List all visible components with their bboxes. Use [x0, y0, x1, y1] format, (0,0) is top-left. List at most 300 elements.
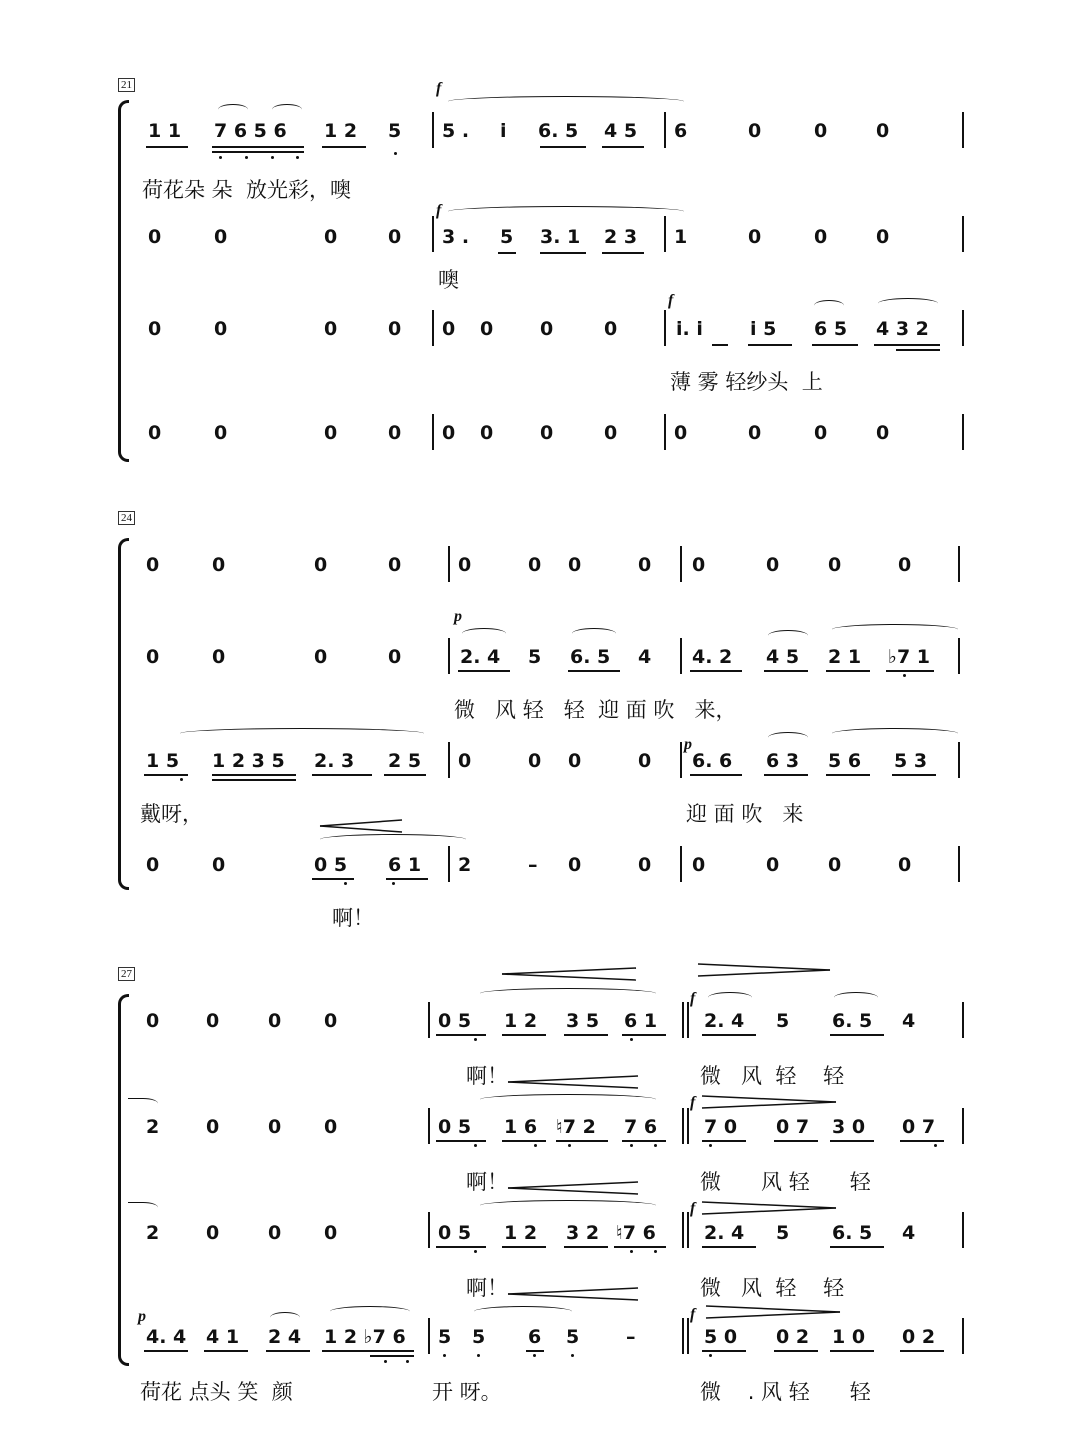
repeat-barline — [687, 1108, 689, 1144]
slur — [768, 630, 808, 641]
note: 6. 6 — [692, 750, 733, 772]
underline-beam — [812, 344, 858, 346]
underline-beam — [458, 670, 510, 672]
dynamic-mark: f — [436, 202, 442, 219]
underline-beam — [896, 349, 940, 351]
note: 0 — [692, 854, 706, 876]
note: 6 — [674, 120, 688, 142]
note: 0 — [458, 554, 472, 576]
phrase-slur — [832, 728, 958, 739]
note: 0 — [388, 554, 402, 576]
note: 0 — [148, 318, 162, 340]
note: 0 — [638, 854, 652, 876]
barline — [958, 846, 960, 882]
underline-beam — [886, 670, 934, 672]
repeat-barline — [687, 1002, 689, 1038]
slur — [462, 628, 506, 639]
note: 0 — [604, 318, 618, 340]
note: 0 — [148, 422, 162, 444]
crescendo-hairpin — [500, 966, 640, 982]
note: i — [500, 120, 507, 142]
underline-beam — [702, 1350, 746, 1352]
underline-beam — [900, 1350, 944, 1352]
note: 0 — [268, 1222, 282, 1244]
lyrics: 啊！ — [332, 906, 374, 930]
octave-dot — [271, 156, 274, 159]
note: 0 — [528, 554, 542, 576]
underline-beam — [556, 1140, 608, 1142]
note: 2 3 — [604, 226, 638, 248]
phrase-slur — [448, 96, 684, 107]
note: 0 — [324, 1222, 338, 1244]
note: 0 — [214, 226, 228, 248]
octave-dot — [219, 156, 222, 159]
octave-dot — [654, 1250, 657, 1253]
note: 0 — [828, 854, 842, 876]
note: 0 — [480, 422, 494, 444]
lyrics: 开 呀。 — [432, 1380, 502, 1404]
crescendo-hairpin — [506, 1180, 640, 1196]
barline — [962, 216, 964, 252]
note: 0 — [814, 226, 828, 248]
note: 0 — [480, 318, 494, 340]
barline — [428, 1212, 430, 1248]
barline — [958, 638, 960, 674]
note: 0 — [268, 1116, 282, 1138]
underline-beam — [830, 1246, 884, 1248]
underline-beam — [564, 1246, 608, 1248]
octave-dot — [630, 1144, 633, 1147]
note: 0 — [324, 226, 338, 248]
note: 0 — [876, 226, 890, 248]
note: 6 1 — [388, 854, 422, 876]
note: 5 — [528, 646, 542, 668]
note: 1 6 — [504, 1116, 538, 1138]
phrase-slur — [180, 728, 424, 739]
underline-beam — [892, 774, 936, 776]
octave-dot — [245, 156, 248, 159]
barline — [962, 1318, 964, 1354]
system-brace — [118, 994, 129, 1366]
note: 5 — [472, 1326, 486, 1348]
underline-beam — [146, 146, 188, 148]
slur — [768, 732, 808, 743]
note: 6. 5 — [832, 1222, 873, 1244]
note: 0 — [638, 750, 652, 772]
note: 0 — [442, 318, 456, 340]
underline-beam — [502, 1034, 546, 1036]
underline-beam — [702, 1246, 756, 1248]
note: 0 — [692, 554, 706, 576]
decrescendo-hairpin — [700, 1200, 840, 1216]
note: 2 1 — [828, 646, 862, 668]
barline — [962, 1212, 964, 1248]
note: 6 3 — [766, 750, 800, 772]
note: 2 5 — [388, 750, 422, 772]
barline — [432, 216, 434, 252]
underline-beam — [748, 344, 792, 346]
note: 5 — [776, 1010, 790, 1032]
lyrics: 戴呀， — [140, 802, 203, 826]
note: 6. 5 — [832, 1010, 873, 1032]
dynamic-mark: f — [690, 1094, 696, 1111]
underline-beam — [702, 1140, 746, 1142]
underline-beam — [830, 1350, 874, 1352]
underline-beam — [602, 146, 644, 148]
repeat-barline — [682, 1212, 684, 1248]
note: ♭7 1 — [888, 646, 931, 668]
octave-dot — [406, 1360, 409, 1363]
underline-beam — [540, 252, 586, 254]
note: ♮7 6 — [616, 1222, 656, 1244]
underline-beam — [436, 1140, 486, 1142]
barline — [664, 216, 666, 252]
underline-beam — [212, 774, 296, 776]
note: 0 7 — [902, 1116, 936, 1138]
barline — [680, 846, 682, 882]
underline-beam — [830, 1140, 874, 1142]
lyrics: 微 风 轻 轻 迎 面 吹 来， — [454, 698, 737, 722]
underline-beam — [144, 774, 188, 776]
underline-beam — [502, 1246, 546, 1248]
barline — [680, 638, 682, 674]
underline-beam — [826, 670, 870, 672]
note: 0 — [314, 554, 328, 576]
note: 1 5 — [146, 750, 180, 772]
note: 0 — [814, 422, 828, 444]
phrase-slur — [480, 1094, 656, 1105]
lyrics: 啊！ — [466, 1170, 508, 1194]
lyrics: 微 风 轻 轻 — [700, 1064, 845, 1088]
dynamic-mark: f — [668, 292, 674, 309]
barline — [448, 846, 450, 882]
underline-beam — [502, 1140, 546, 1142]
underline-beam — [826, 774, 870, 776]
octave-dot — [709, 1354, 712, 1357]
octave-dot — [533, 1354, 536, 1357]
note: 3 . — [442, 226, 470, 248]
note: 0 — [206, 1010, 220, 1032]
note: 0 — [314, 646, 328, 668]
underline-beam — [764, 774, 808, 776]
note: 1 0 — [832, 1326, 866, 1348]
underline-beam — [370, 1355, 414, 1357]
underline-beam — [702, 1034, 756, 1036]
underline-beam — [498, 252, 516, 254]
lyrics: 微 风 轻 轻 — [700, 1276, 845, 1300]
underline-beam — [712, 344, 728, 346]
note: 0 — [212, 646, 226, 668]
note: 0 — [146, 854, 160, 876]
system-brace — [118, 100, 129, 462]
underline-beam — [874, 344, 940, 346]
octave-dot — [474, 1250, 477, 1253]
note: 6. 5 — [570, 646, 611, 668]
octave-dot — [394, 152, 397, 155]
underline-beam — [322, 1350, 414, 1352]
octave-dot — [903, 674, 906, 677]
note: 7 6 — [624, 1116, 658, 1138]
note: 0 — [898, 554, 912, 576]
note: 4 — [638, 646, 652, 668]
barline — [448, 638, 450, 674]
slur — [272, 104, 302, 115]
underline-beam — [614, 1246, 666, 1248]
note: 5 — [566, 1326, 580, 1348]
note: 6. 5 — [538, 120, 579, 142]
note: 1 2 — [324, 120, 358, 142]
octave-dot — [296, 156, 299, 159]
underline-beam — [212, 151, 304, 153]
underline-beam — [622, 1034, 666, 1036]
underline-beam — [436, 1246, 486, 1248]
dynamic-mark: p — [684, 736, 692, 753]
octave-dot — [654, 1144, 657, 1147]
phrase-slur — [480, 1200, 656, 1211]
note: 0 — [148, 226, 162, 248]
note: 4 5 — [766, 646, 800, 668]
underline-beam — [384, 774, 426, 776]
note: 5 — [388, 120, 402, 142]
note: i 5 — [750, 318, 777, 340]
note: 5 0 — [704, 1326, 738, 1348]
dynamic-mark: p — [138, 1308, 146, 1325]
decrescendo-hairpin — [700, 1094, 840, 1110]
note: 5 6 — [828, 750, 862, 772]
note: 2 — [146, 1116, 160, 1138]
slur — [572, 628, 616, 639]
decrescendo-hairpin — [704, 1304, 844, 1320]
phrase-slur — [474, 1306, 572, 1317]
octave-dot — [180, 778, 183, 781]
note: i. i — [676, 318, 703, 340]
note: – — [626, 1326, 636, 1348]
crescendo-hairpin — [506, 1286, 640, 1302]
note: 0 5 — [438, 1116, 472, 1138]
dynamic-mark: f — [690, 1200, 696, 1217]
barline — [664, 414, 666, 450]
note: 0 — [442, 422, 456, 444]
phrase-slur — [320, 834, 466, 845]
note: 4 3 2 — [876, 318, 929, 340]
note: 0 — [814, 120, 828, 142]
note: 0 — [828, 554, 842, 576]
underline-beam — [144, 1350, 188, 1352]
measure-number: 21 — [118, 78, 135, 92]
note: 0 — [268, 1010, 282, 1032]
note: 5 — [776, 1222, 790, 1244]
decrescendo-hairpin — [696, 962, 832, 978]
note: ♮7 2 — [556, 1116, 596, 1138]
dynamic-mark: f — [690, 1306, 696, 1323]
underline-beam — [564, 1034, 608, 1036]
underline-beam — [386, 878, 428, 880]
note: 2 — [146, 1222, 160, 1244]
underline-beam — [212, 146, 304, 148]
note: 5 — [438, 1326, 452, 1348]
lyrics: 微 . 风 轻 轻 — [700, 1380, 871, 1404]
octave-dot — [384, 1360, 387, 1363]
note: 0 — [206, 1222, 220, 1244]
lyrics: 荷花 点头 笑 颜 — [140, 1380, 293, 1404]
underline-beam — [900, 1140, 944, 1142]
barline — [432, 112, 434, 148]
repeat-barline — [682, 1108, 684, 1144]
barline — [428, 1318, 430, 1354]
repeat-barline — [682, 1318, 684, 1354]
barline — [428, 1002, 430, 1038]
note: 0 — [604, 422, 618, 444]
lyrics: 啊！ — [466, 1276, 508, 1300]
note: 2. 3 — [314, 750, 355, 772]
note: 0 — [212, 854, 226, 876]
note: 0 — [568, 854, 582, 876]
repeat-barline — [682, 1002, 684, 1038]
note: 0 — [528, 750, 542, 772]
underline-beam — [568, 670, 620, 672]
note: 1 2 — [504, 1222, 538, 1244]
barline — [664, 112, 666, 148]
underline-beam — [774, 1140, 818, 1142]
note: 2. 4 — [704, 1010, 745, 1032]
slur — [834, 992, 878, 1003]
octave-dot — [474, 1038, 477, 1041]
underline-beam — [312, 774, 372, 776]
note: 0 5 — [314, 854, 348, 876]
note: 0 — [388, 646, 402, 668]
note: 1 2 3 5 — [212, 750, 285, 772]
tie — [128, 1202, 158, 1213]
octave-dot — [571, 1354, 574, 1357]
note: 0 5 — [438, 1010, 472, 1032]
dynamic-mark: f — [436, 80, 442, 97]
phrase-slur — [448, 206, 684, 217]
note: 2. 4 — [704, 1222, 745, 1244]
lyrics: 微 风 轻 轻 — [700, 1170, 871, 1194]
note: 0 5 — [438, 1222, 472, 1244]
note: 6 1 — [624, 1010, 658, 1032]
note: 0 — [766, 854, 780, 876]
note: 0 — [674, 422, 688, 444]
octave-dot — [534, 1144, 537, 1147]
slur — [270, 1312, 300, 1323]
octave-dot — [568, 1144, 571, 1147]
note: 0 — [212, 554, 226, 576]
underline-beam — [690, 670, 742, 672]
phrase-slur — [480, 988, 656, 999]
octave-dot — [443, 1354, 446, 1357]
note: 0 — [766, 554, 780, 576]
octave-dot — [630, 1250, 633, 1253]
octave-dot — [630, 1038, 633, 1041]
barline — [432, 414, 434, 450]
slur — [814, 300, 844, 311]
note: 0 — [540, 422, 554, 444]
barline — [448, 546, 450, 582]
octave-dot — [709, 1144, 712, 1147]
note: 1 2 ♭7 6 — [324, 1326, 406, 1348]
underline-beam — [602, 252, 644, 254]
underline-beam — [436, 1034, 486, 1036]
note: 0 7 — [776, 1116, 810, 1138]
note: 0 — [568, 554, 582, 576]
note: 0 — [214, 318, 228, 340]
note: 4 — [902, 1010, 916, 1032]
note: 0 — [876, 422, 890, 444]
barline — [432, 310, 434, 346]
barline — [962, 1002, 964, 1038]
system-brace — [118, 538, 129, 890]
measure-number: 24 — [118, 511, 135, 525]
note: 2. 4 — [460, 646, 501, 668]
note: 6 5 — [814, 318, 848, 340]
note: 0 — [206, 1116, 220, 1138]
barline — [448, 742, 450, 778]
dynamic-mark: f — [690, 990, 696, 1007]
note: 3 2 — [566, 1222, 600, 1244]
note: 0 — [388, 226, 402, 248]
barline — [962, 414, 964, 450]
underline-beam — [526, 1350, 544, 1352]
dynamic-mark: p — [454, 608, 462, 625]
note: 5 3 — [894, 750, 928, 772]
barline — [680, 742, 682, 778]
octave-dot — [477, 1354, 480, 1357]
barline — [962, 1108, 964, 1144]
underline-beam — [312, 878, 354, 880]
repeat-barline — [687, 1318, 689, 1354]
barline — [958, 546, 960, 582]
note: 0 2 — [776, 1326, 810, 1348]
note: 0 — [388, 318, 402, 340]
note: 0 — [748, 120, 762, 142]
note: 3 0 — [832, 1116, 866, 1138]
octave-dot — [474, 1144, 477, 1147]
note: 3. 1 — [540, 226, 581, 248]
note: 5 — [500, 226, 514, 248]
note: 0 — [568, 750, 582, 772]
note: 0 — [324, 422, 338, 444]
lyrics: 噢 — [438, 268, 459, 292]
lyrics: 荷花朵 朵 放光彩，噢 — [142, 178, 352, 202]
note: 4 1 — [206, 1326, 240, 1348]
note: 4. 2 — [692, 646, 733, 668]
lyrics: 啊！ — [466, 1064, 508, 1088]
slur — [878, 298, 938, 309]
note: 2 — [458, 854, 472, 876]
note: 0 — [146, 554, 160, 576]
note: 0 — [324, 1010, 338, 1032]
underline-beam — [830, 1034, 884, 1036]
note: 0 — [876, 120, 890, 142]
note: 4 5 — [604, 120, 638, 142]
note: 0 — [324, 318, 338, 340]
octave-dot — [934, 1144, 937, 1147]
note: – — [528, 854, 538, 876]
note: 7 0 — [704, 1116, 738, 1138]
octave-dot — [392, 882, 395, 885]
note: 1 2 — [504, 1010, 538, 1032]
note: 1 — [674, 226, 688, 248]
slur — [330, 1306, 410, 1317]
note: 0 — [638, 554, 652, 576]
underline-beam — [204, 1350, 248, 1352]
note: 0 — [214, 422, 228, 444]
underline-beam — [690, 774, 742, 776]
barline — [962, 112, 964, 148]
underline-beam — [212, 779, 296, 781]
note: 0 — [540, 318, 554, 340]
